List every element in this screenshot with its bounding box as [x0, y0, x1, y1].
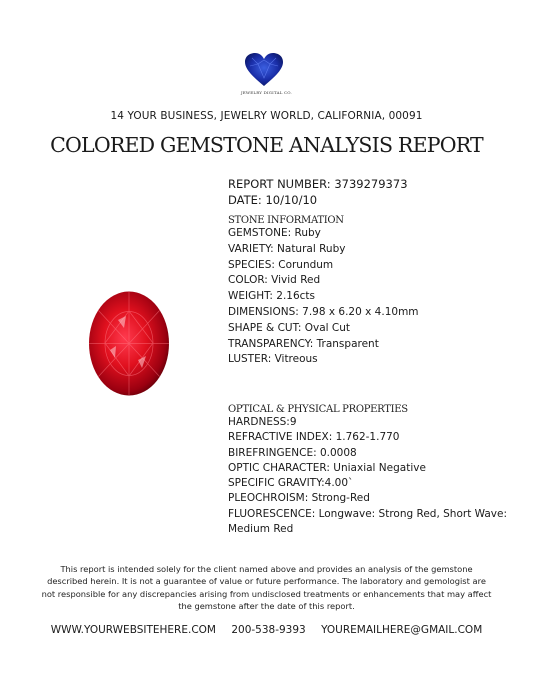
stone-information-heading: STONE INFORMATION [228, 215, 344, 226]
report-number: REPORT NUMBER: 3739279373 [228, 177, 408, 191]
optical-physical-properties-section [228, 404, 528, 537]
report-date: DATE: 10/10/10 [228, 193, 318, 207]
stone-information-section [228, 215, 419, 368]
stone-info-line: COLOR: Vivid Red [228, 274, 321, 287]
optical-property-line: SPECIFIC GRAVITY:4.00` [228, 477, 354, 490]
stone-info-line: DIMENSIONS: 7.98 x 6.20 x 4.10mm [228, 305, 419, 318]
optical-property-line: HARDNESS:9 [228, 416, 297, 428]
optical-property-line: OPTIC CHARACTER: Uniaxial Negative [228, 461, 426, 474]
footer-website: WWW.YOURWEBSITEHERE.COM [50, 624, 216, 636]
ruby-gemstone-image [88, 290, 170, 397]
footer-phone: 200-538-9393 [231, 624, 306, 636]
stone-info-line: WEIGHT: 2.16cts [228, 290, 316, 303]
page-title: COLORED GEMSTONE ANALYSIS REPORT [50, 133, 483, 157]
stone-info-line: SPECIES: Corundum [228, 258, 334, 271]
footer-contact [0, 624, 533, 636]
optical-property-line: BIREFRINGENCE: 0.0008 [228, 446, 357, 459]
optical-property-line: PLEOCHROISM: Strong-Red [228, 492, 370, 505]
footer-email: YOUREMAILHERE@GMAIL.COM [321, 624, 483, 636]
heart-sapphire-logo-icon [244, 52, 284, 88]
business-address: 14 YOUR BUSINESS, JEWELRY WORLD, CALIFORNIA, 00091 [110, 110, 423, 122]
stone-info-line: LUSTER: Vitreous [228, 353, 318, 366]
stone-info-line: GEMSTONE: Ruby [228, 227, 321, 239]
optical-property-line: FLUORESCENCE: Longwave: Strong Red, Short Wave: Medium Red [228, 507, 507, 536]
report-meta [228, 176, 408, 208]
stone-info-line: SHAPE & CUT: Oval Cut [228, 321, 350, 334]
optical-property-line: REFRACTIVE INDEX: 1.762-1.770 [228, 431, 400, 444]
optical-properties-heading: OPTICAL & PHYSICAL PROPERTIES [228, 404, 408, 415]
stone-info-line: TRANSPARENCY: Transparent [228, 337, 379, 350]
disclaimer-text: This report is intended solely for the client named above and provides an analysis of the gemstone described herein. It is not a guarantee of value or future performance. The laboratory and gemologist are not responsible for any discrepancies arising from undisclosed treatments or enhancements that may affect the gemstone after the date of this report. [41, 564, 492, 611]
stone-info-line: VARIETY: Natural Ruby [228, 242, 346, 255]
logo-wordmark: JEWELRY DIGITAL CO. [240, 90, 293, 95]
